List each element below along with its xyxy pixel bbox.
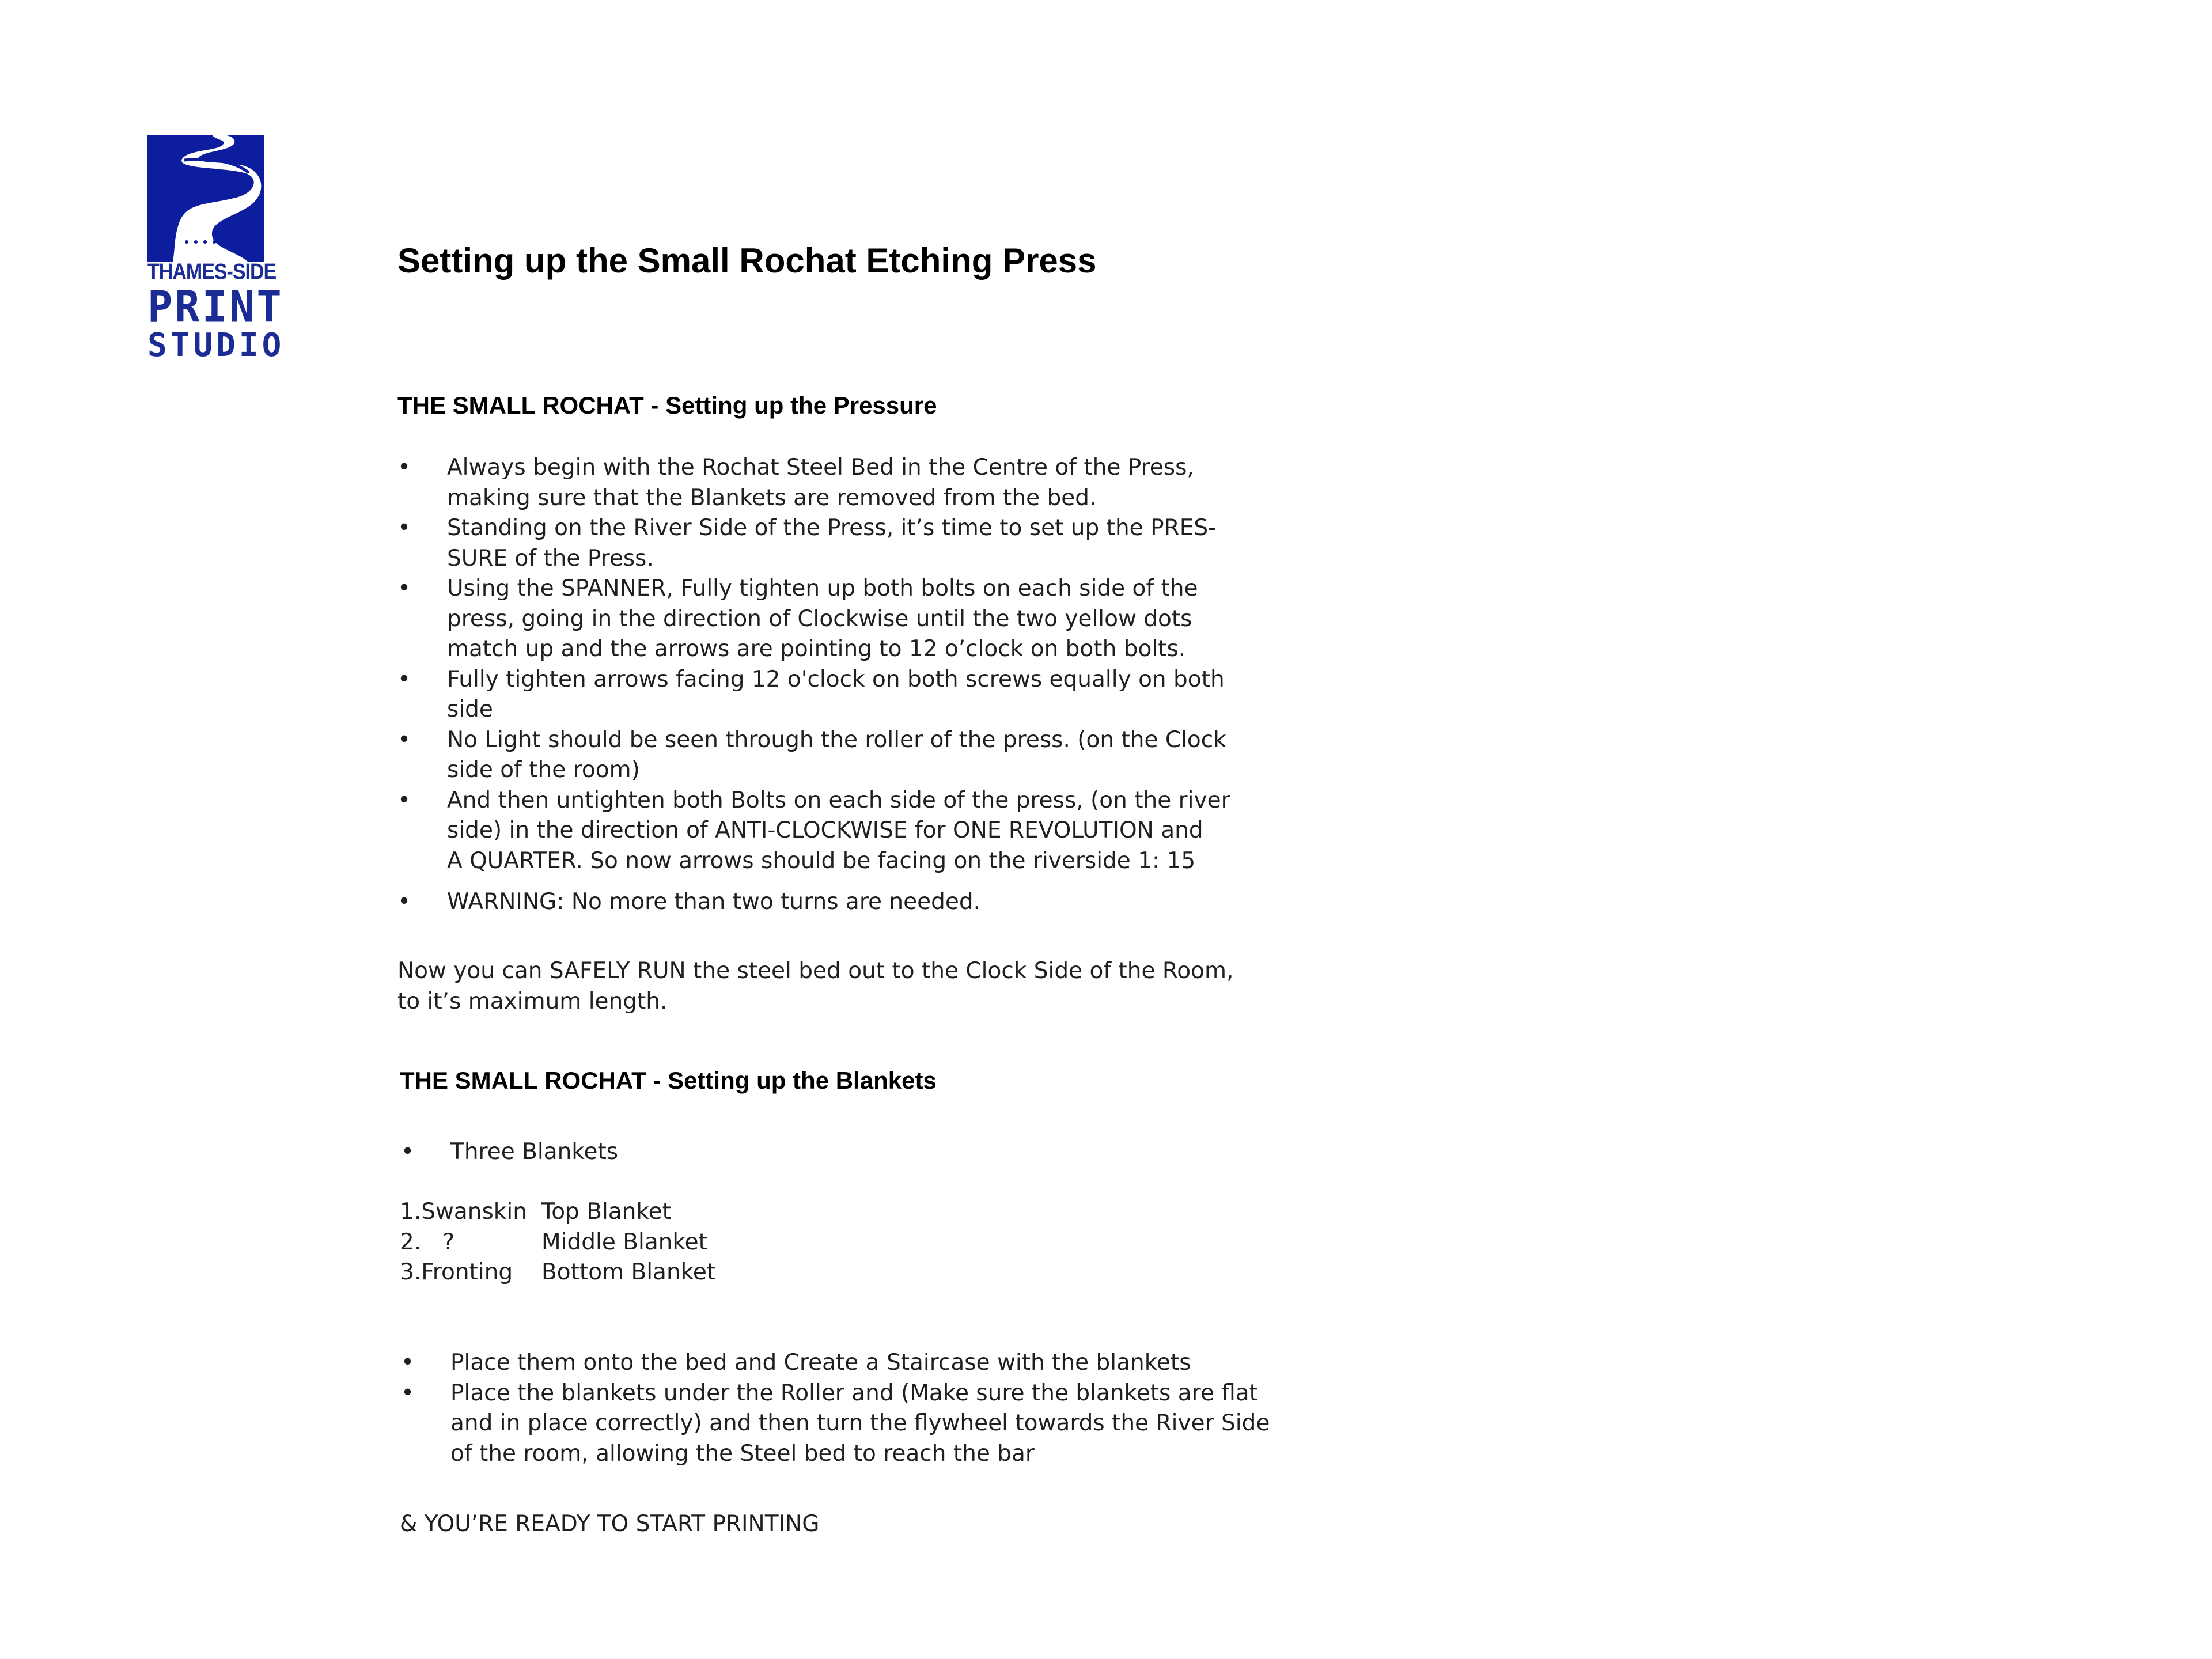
- blanket-name: 3.Fronting: [400, 1259, 513, 1285]
- list-item: • No Light should be seen through the roller of the press. (on the Clock side of the room): [397, 725, 1230, 786]
- river-logo-icon: [147, 135, 264, 262]
- list-item: • Fully tighten arrows facing 12 o'clock on both screws equally on both side: [397, 665, 1230, 725]
- list-item: • Using the SPANNER, Fully tighten up both bolts on each side of the press, going in the direction of Clockwise until the two yellow dots match up and the arrows are pointing to 12 o’clock on both bolts.: [397, 574, 1230, 665]
- bullet-icon: •: [397, 575, 411, 601]
- list-item: • Three Blankets: [401, 1137, 618, 1168]
- three-blankets-list: [401, 1137, 618, 1168]
- studio-logo: [147, 135, 285, 364]
- bullet-icon: •: [401, 1139, 415, 1165]
- bullet-icon: •: [401, 1380, 415, 1406]
- list-item: • Always begin with the Rochat Steel Bed in the Centre of the Press, making sure that the Blankets are removed from the bed.: [397, 453, 1230, 513]
- bullet-icon: •: [397, 889, 411, 915]
- bullet-icon: •: [397, 787, 411, 813]
- pressure-steps-list: [397, 453, 1230, 876]
- bullet-icon: •: [401, 1350, 415, 1376]
- blanket-name: 2. ?: [400, 1229, 455, 1255]
- bullet-icon: •: [397, 666, 411, 692]
- logo-text-print: PRINT: [147, 281, 284, 332]
- blankets-section-heading: THE SMALL ROCHAT - Setting up the Blankets: [400, 1067, 937, 1094]
- page-title: Setting up the Small Rochat Etching Press: [397, 241, 1097, 280]
- ready-to-print-text: & YOU’RE READY TO START PRINTING: [400, 1511, 820, 1537]
- warning-item: • WARNING: No more than two turns are needed.: [397, 887, 980, 918]
- list-item: • Place the blankets under the Roller and (Make sure the blankets are flat and in place correctly) and then turn the flywheel towards the River Side of the room, allowing the Steel bed to reach the bar: [401, 1378, 1270, 1469]
- bullet-icon: •: [397, 515, 411, 541]
- blanket-name: 1.Swanskin: [400, 1199, 527, 1225]
- pressure-section-heading: THE SMALL ROCHAT - Setting up the Pressure: [397, 392, 937, 419]
- blanket-steps-list: [401, 1348, 1270, 1469]
- logo-text-thames-side: THAMES-SIDE: [147, 259, 276, 285]
- logo-text-studio: STUDIO: [147, 327, 285, 364]
- list-item: • Standing on the River Side of the Press, it’s time to set up the PRES- SURE of the Press.: [397, 513, 1230, 574]
- bullet-icon: •: [397, 454, 411, 480]
- safely-run-paragraph: Now you can SAFELY RUN the steel bed out to the Clock Side of the Room, to it’s maximum length.: [397, 958, 1234, 1014]
- list-item: • And then untighten both Bolts on each side of the press, (on the river side) in the direction of ANTI-CLOCKWISE for ONE REVOLUTION and A QUARTER. So now arrows should be facing on the riverside 1: 15: [397, 786, 1230, 877]
- warning-list: [397, 887, 980, 918]
- blanket-role: Bottom Blanket: [541, 1259, 716, 1285]
- list-item: • Place them onto the bed and Create a Staircase with the blankets: [401, 1348, 1270, 1378]
- bullet-icon: •: [397, 726, 411, 753]
- blanket-role: Middle Blanket: [541, 1229, 707, 1255]
- blanket-role: Top Blanket: [541, 1199, 671, 1225]
